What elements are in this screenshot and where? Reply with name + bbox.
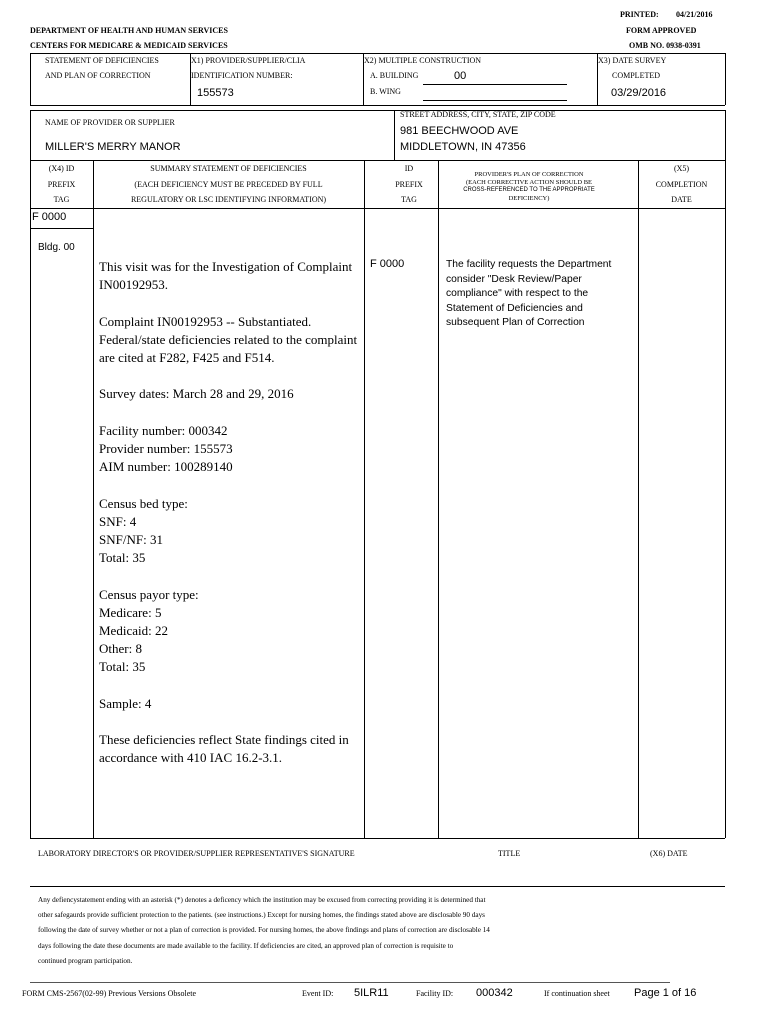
printed-date: 04/21/2016 bbox=[676, 10, 713, 19]
notice-line: following the date of survey whether or not a plan of correction is provided. For nursing homes, the above findings and plans of correction are disclosable 14 bbox=[38, 926, 490, 935]
x4-header-line2: PREFIX bbox=[47, 180, 76, 189]
summary-paragraph: Complaint IN00192953 -- Substantiated. Federal/state deficiencies related to the complaint are cited at F282, F425 and F514. bbox=[99, 313, 358, 365]
summary-paragraph: These deficiencies reflect State findings cited in accordance with 410 IAC 16.2-3.1. bbox=[99, 732, 349, 766]
address-label: STREET ADDRESS, CITY, STATE, ZIP CODE bbox=[400, 110, 556, 119]
disclosure-notice bbox=[38, 893, 613, 969]
provider-id-value: 155573 bbox=[197, 87, 234, 99]
notice-line: days following the date these documents are made available to the facility. If deficiencies are cited, an approved plan of correction is requisite to bbox=[38, 941, 454, 950]
form-approved: FORM APPROVED bbox=[626, 26, 697, 35]
summary-paragraph: Survey dates: March 28 and 29, 2016 bbox=[99, 386, 294, 402]
x4-header-line3: TAG bbox=[53, 195, 70, 204]
plan-header-line2: (EACH CORRECTIVE ACTION SHOULD BE bbox=[465, 179, 593, 186]
x3-label-line1: X3) DATE SURVEY bbox=[598, 56, 667, 65]
summary-header-line2: (EACH DEFICIENCY MUST BE PRECEDED BY FULL bbox=[134, 180, 323, 189]
event-id-label: Event ID: bbox=[302, 989, 334, 998]
form-number: FORM CMS-2567(02-99) Previous Versions Obsolete bbox=[22, 989, 197, 998]
signature-label: LABORATORY DIRECTOR'S OR PROVIDER/SUPPLIER REPRESENTATIVE'S SIGNATURE bbox=[38, 849, 355, 858]
id-header-line1: ID bbox=[404, 164, 414, 173]
x1-label-line1: X1) PROVIDER/SUPPLIER/CLIA bbox=[191, 56, 306, 65]
department-title: DEPARTMENT OF HEALTH AND HUMAN SERVICES bbox=[30, 26, 228, 35]
survey-date-value: 03/29/2016 bbox=[611, 87, 667, 99]
x3-label-line2: COMPLETED bbox=[612, 71, 660, 80]
plan-of-correction-text: The facility requests the Department consider "Desk Review/Paper compliance" with respect to the Statement of Deficiencies and subsequent Plan of Correction bbox=[446, 259, 612, 329]
summary-paragraph: Sample: 4 bbox=[99, 695, 152, 711]
title-label: TITLE bbox=[498, 849, 521, 858]
wing-label: B. WING bbox=[370, 87, 401, 96]
summary-paragraph: Facility number: 000342 Provider number: 155573 AIM number: 100289140 bbox=[99, 422, 233, 475]
summary-paragraph: Census bed type: SNF: 4 SNF/NF: 31 Total: 35 bbox=[99, 495, 188, 566]
facility-id-label: Facility ID: bbox=[416, 989, 454, 998]
summary-header-line1: SUMMARY STATEMENT OF DEFICIENCIES bbox=[150, 164, 307, 173]
summary-statement bbox=[99, 258, 361, 786]
provider-name-value: MILLER'S MERRY MANOR bbox=[45, 141, 181, 153]
x5-header-line3: DATE bbox=[671, 195, 692, 204]
statement-label-line2: AND PLAN OF CORRECTION bbox=[45, 71, 151, 80]
omb-number: OMB NO. 0938-0391 bbox=[629, 41, 701, 50]
provider-name-label: NAME OF PROVIDER OR SUPPLIER bbox=[45, 118, 175, 127]
plan-header-line4: DEFICIENCY) bbox=[508, 195, 550, 202]
printed-label: PRINTED: bbox=[620, 10, 659, 19]
building-value: 00 bbox=[454, 70, 467, 82]
deficiency-tag-right: F 0000 bbox=[370, 258, 405, 270]
facility-id-value: 000342 bbox=[476, 987, 513, 999]
event-id-value: 5ILR11 bbox=[354, 987, 389, 999]
building-label: A. BUILDING bbox=[370, 71, 419, 80]
x5-header-line2: COMPLETION bbox=[655, 180, 708, 189]
deficiency-tag-left: F 0000 bbox=[32, 211, 67, 223]
summary-header-line3: REGULATORY OR LSC IDENTIFYING INFORMATION) bbox=[130, 195, 327, 204]
centers-title: CENTERS FOR MEDICARE & MEDICAID SERVICES bbox=[30, 41, 228, 50]
x5-header-line1: (X5) bbox=[673, 164, 690, 173]
id-header-line3: TAG bbox=[401, 195, 417, 204]
address-line1: 981 BEECHWOOD AVE bbox=[400, 125, 519, 137]
notice-line: continued program participation. bbox=[38, 956, 133, 965]
continuation-label: If continuation sheet bbox=[544, 989, 610, 998]
plan-header-line1: PROVIDER'S PLAN OF CORRECTION bbox=[474, 171, 584, 178]
notice-line: other safegaurds provide sufficient protection to the patients. (see instructions.) Except for nursing homes, the findings stated above are disclosable 90 days bbox=[38, 911, 485, 920]
statement-label-line1: STATEMENT OF DEFICIENCIES bbox=[45, 56, 159, 65]
building-code: Bldg. 00 bbox=[38, 242, 75, 253]
x6-date-label: (X6) DATE bbox=[650, 849, 688, 858]
summary-paragraph: This visit was for the Investigation of Complaint IN00192953. bbox=[99, 259, 353, 293]
address-line2: MIDDLETOWN, IN 47356 bbox=[400, 141, 526, 153]
id-header-line2: PREFIX bbox=[395, 180, 423, 189]
notice-line: Any defiencystatement ending with an asterisk (*) denotes a deficency which the institution may be excused from correcting providing it is determined that bbox=[38, 896, 486, 904]
page-number: Page 1 of 16 bbox=[634, 987, 697, 999]
x4-header-line1: (X4) ID bbox=[48, 164, 75, 173]
x1-label-line2: IDENTIFICATION NUMBER: bbox=[191, 71, 293, 80]
summary-paragraph: Census payor type: Medicare: 5 Medicaid: 22 Other: 8 Total: 35 bbox=[99, 586, 199, 675]
plan-header-line3: CROSS-REFERENCED TO THE APPROPRIATE bbox=[463, 187, 595, 193]
x2-label: X2) MULTIPLE CONSTRUCTION bbox=[364, 56, 482, 65]
